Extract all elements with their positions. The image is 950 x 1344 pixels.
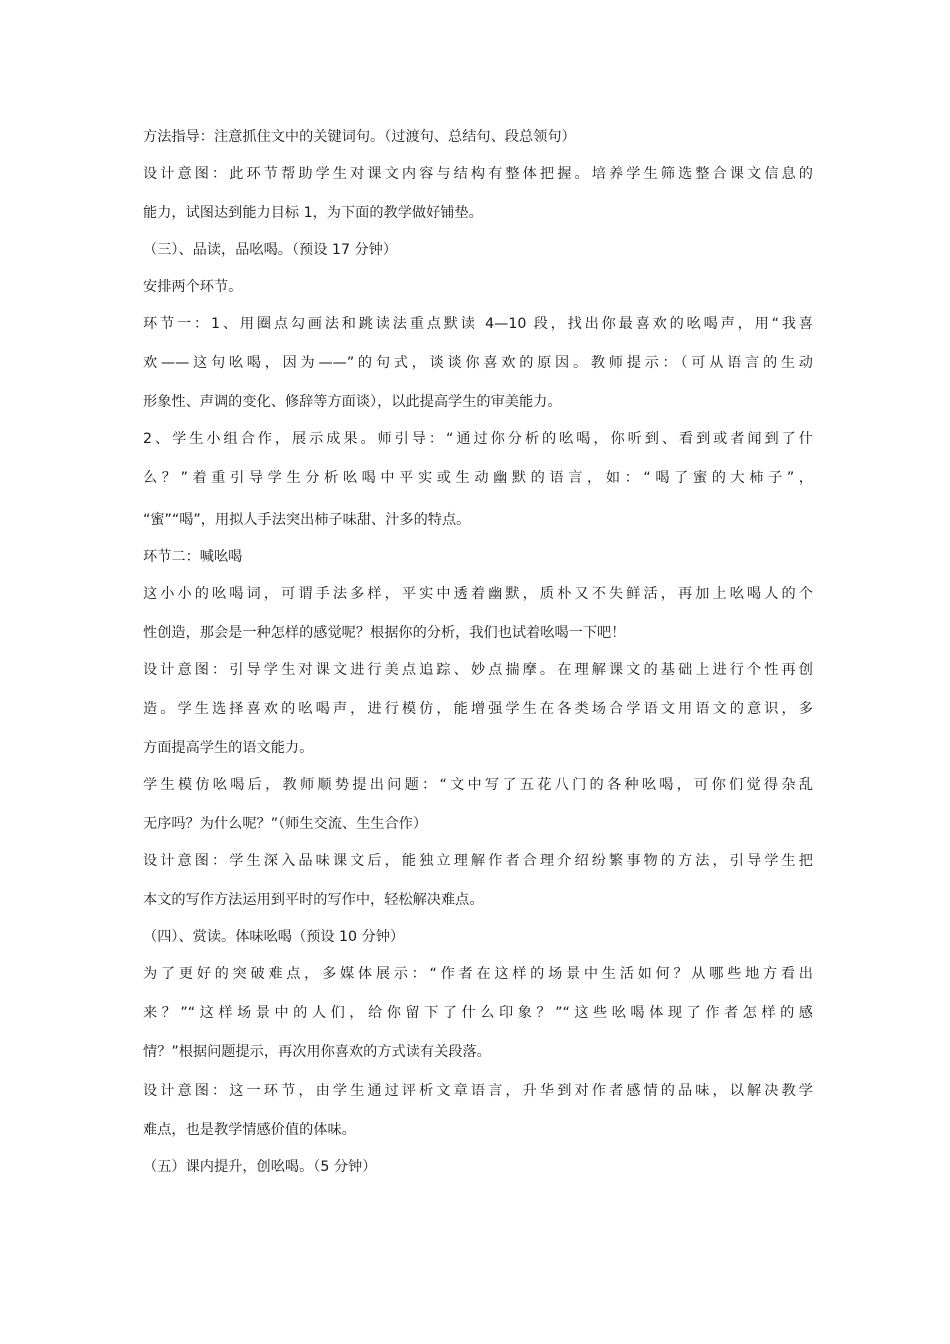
text-line-19: 无序吗？为什么呢？”（师生交流、生生合作） xyxy=(143,816,428,832)
text-line-21: 本文的写作方法运用到平时的写作中，轻松解决难点。 xyxy=(143,892,484,908)
text-line-26: 设计意图：这一环节，由学生通过评析文章语言，升华到对作者感情的品味，以解决教学 xyxy=(143,1083,813,1099)
text-line-5: 安排两个环节。 xyxy=(143,279,243,295)
text-line-15: 设计意图：引导学生对课文进行美点追踪、妙点揣摩。在理解课文的基础上进行个性再创 xyxy=(143,662,813,678)
text-line-14: 性创造，那会是一种怎样的感觉呢？根据你的分析，我们也试着吆喝一下吧！ xyxy=(143,625,626,641)
text-line-6: 环节一：1、用圈点勾画法和跳读法重点默读 4—10 段，找出你最喜欢的吆喝声，用“我喜 xyxy=(143,316,813,332)
section-heading-4: （四）、赏读。体味吆喝（预设 10 分钟） xyxy=(143,929,405,945)
text-line-25: 情？”根据问题提示，再次用你喜欢的方式读有关段落。 xyxy=(143,1044,491,1060)
text-line-24: 来？”“这样场景中的人们，给你留下了什么印象？”“这些吆喝体现了作者怎样的感 xyxy=(143,1005,813,1021)
text-line-18: 学生模仿吆喝后，教师顺势提出问题：“文中写了五花八门的各种吆喝，可你们觉得杂乱 xyxy=(143,777,813,793)
text-line-10: 么？”着重引导学生分析吆喝中平实或生动幽默的语言，如：“喝了蜜的大柿子”， xyxy=(143,470,813,486)
text-line-3: 能力，试图达到能力目标 1，为下面的教学做好铺垫。 xyxy=(143,205,483,221)
text-line-17: 方面提高学生的语文能力。 xyxy=(143,740,314,756)
text-line-16: 造。学生选择喜欢的吆喝声，进行模仿，能增强学生在各类场合学语文用语文的意识，多 xyxy=(143,701,813,717)
text-line-7: 欢——这句吆喝，因为——”的句式，谈谈你喜欢的原因。教师提示：（可从语言的生动 xyxy=(143,355,813,371)
text-line-2: 设计意图：此环节帮助学生对课文内容与结构有整体把握。培养学生筛选整合课文信息的 xyxy=(143,166,813,182)
section-heading-3: （三）、品读，品吆喝。（预设 17 分钟） xyxy=(143,242,398,258)
text-line-8: 形象性、声调的变化、修辞等方面谈），以此提高学生的审美能力。 xyxy=(143,394,562,410)
text-line-13: 这小小的吆喝词，可谓手法多样，平实中透着幽默，质朴又不失鲜活，再加上吆喝人的个 xyxy=(143,586,813,602)
text-line-20: 设计意图：学生深入品味课文后，能独立理解作者合理介绍纷繁事物的方法，引导学生把 xyxy=(143,853,813,869)
section-heading-5: （五）课内提升，创吆喝。（5 分钟） xyxy=(143,1159,377,1175)
text-line-11: “蜜”“喝”，用拟人手法突出柿子味甜、汁多的特点。 xyxy=(143,512,471,528)
text-line-27: 难点，也是教学情感价值的体味。 xyxy=(143,1122,356,1138)
text-line-23: 为了更好的突破难点，多媒体展示：“作者在这样的场景中生活如何？从哪些地方看出 xyxy=(143,966,813,982)
text-line-1: 方法指导：注意抓住文中的关键词句。（过渡句、总结句、段总领句） xyxy=(143,129,576,145)
text-line-9: 2、学生小组合作，展示成果。师引导：“通过你分析的吆喝，你听到、看到或者闻到了什 xyxy=(143,431,813,447)
text-line-12: 环节二：喊吆喝 xyxy=(143,549,243,565)
